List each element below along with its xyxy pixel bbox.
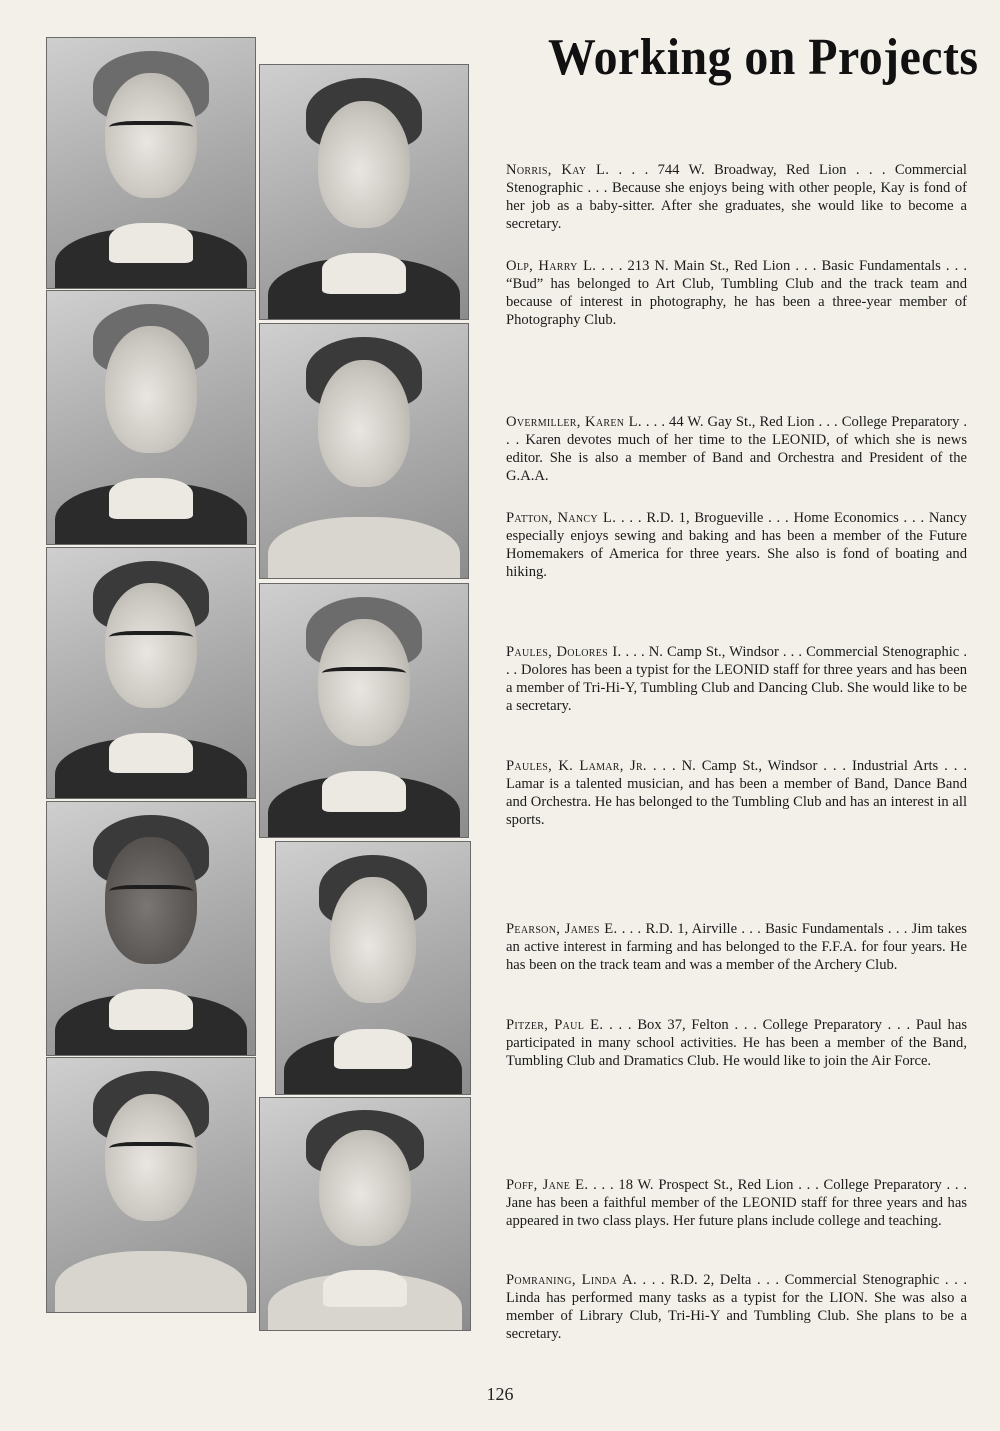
student-name: Overmiller, Karen L. [506,414,642,430]
student-description: . . . R.D. 1, Brogueville . . . Home Economics . . . Nancy especially enjoys sewing and baking and has been a member of the Future Homemakers of America for three years. She also is fond of boating and hiking. [506,510,967,580]
student-name: Patton, Nancy L. [506,510,617,526]
student-description: . . . N. Camp St., Windsor . . . Commercial Stenographic . . . Dolores has been a typist for the LEONID staff for three years and has been a member of Tri-Hi-Y, Tumbling Club and Dancing Club. She would like to be a secretary. [506,644,967,714]
portrait-photo-pearson [46,801,256,1056]
entry-poff [506,1176,967,1230]
student-name: Pitzer, Paul E. [506,1017,604,1033]
entry-pomraning [506,1271,967,1343]
portrait-photo-poff [46,1057,256,1313]
page-number: 126 [486,1384,514,1404]
student-description: . . . Box 37, Felton . . . College Preparatory . . . Paul has participated in many school activities. He has been a member of the Band, Tumbling Club and Dramatics Club. He would like to join the Air Force. [506,1017,968,1069]
portrait-photo-overmiller [46,290,256,545]
portrait-photo-norris [46,37,256,289]
student-name: Paules, K. Lamar, Jr. [506,758,647,774]
portrait-photo-patton [259,323,469,579]
page-title: Working on Projects [548,29,979,86]
student-description: . . . R.D. 1, Airville . . . Basic Fundamentals . . . Jim takes an active interest in farming and has belonged to the F.F.A. for four years. He has been on the track team and was a member of the Archery Club. [506,921,967,973]
entry-pitzer [506,1016,967,1070]
student-description: . . . 18 W. Prospect St., Red Lion . . . College Preparatory . . . Jane has been a faithful member of the LEONID staff for three years and has appeared in two class plays. Her future plans include college and teaching. [506,1177,968,1229]
entry-paules-lamar [506,757,967,829]
student-description: . . . 44 W. Gay St., Red Lion . . . College Preparatory . . . Karen devotes much of her time to the LEONID, of which she is news editor. She is also a member of Band and Orchestra and President of the G.A.A. [506,414,967,484]
portrait-photo-pomraning [259,1097,471,1331]
portrait-photo-olp [259,64,469,320]
student-name: Pearson, James E. [506,921,618,937]
entry-paules-dolores [506,643,967,715]
portrait-photo-pitzer [275,841,471,1095]
student-description: . . . N. Camp St., Windsor . . . Industrial Arts . . . Lamar is a talented musician, and has been a member of Band, Dance Band and Orchestra. He has belonged to the Tumbling Club and has an interest in all sports. [506,758,967,828]
entry-norris [506,161,967,233]
student-name: Norris, Kay L. [506,162,610,178]
student-name: Poff, Jane E. [506,1177,589,1193]
student-name: Paules, Dolores I. [506,644,622,660]
portrait-photo-paules-dolores [46,547,256,799]
student-name: Pomraning, Linda A. [506,1272,637,1288]
student-description: . . . 213 N. Main St., Red Lion . . . Basic Fundamentals . . . “Bud” has belonged to Art Club, Tumbling Club and the track team and because of interest in photography, he has been a three-year member of Photography Club. [506,258,967,328]
entry-overmiller [506,413,967,485]
student-name: Olp, Harry L. [506,258,597,274]
student-description: . . . R.D. 2, Delta . . . Commercial Stenographic . . . Linda has performed many tasks as a typist for the LION. She was also a member of Library Club, Tri-Hi-Y and Tumbling Club. She plans to be a secretary. [506,1272,967,1342]
entry-pearson [506,920,967,974]
entry-patton [506,509,967,581]
entry-olp [506,257,967,329]
portrait-photo-paules-lamar [259,583,469,838]
student-description: . . . 744 W. Broadway, Red Lion . . . Commercial Stenographic . . . Because she enjoys being with other people, Kay is fond of her job as a baby-sitter. After she graduates, she would like to become a secretary. [506,162,967,232]
